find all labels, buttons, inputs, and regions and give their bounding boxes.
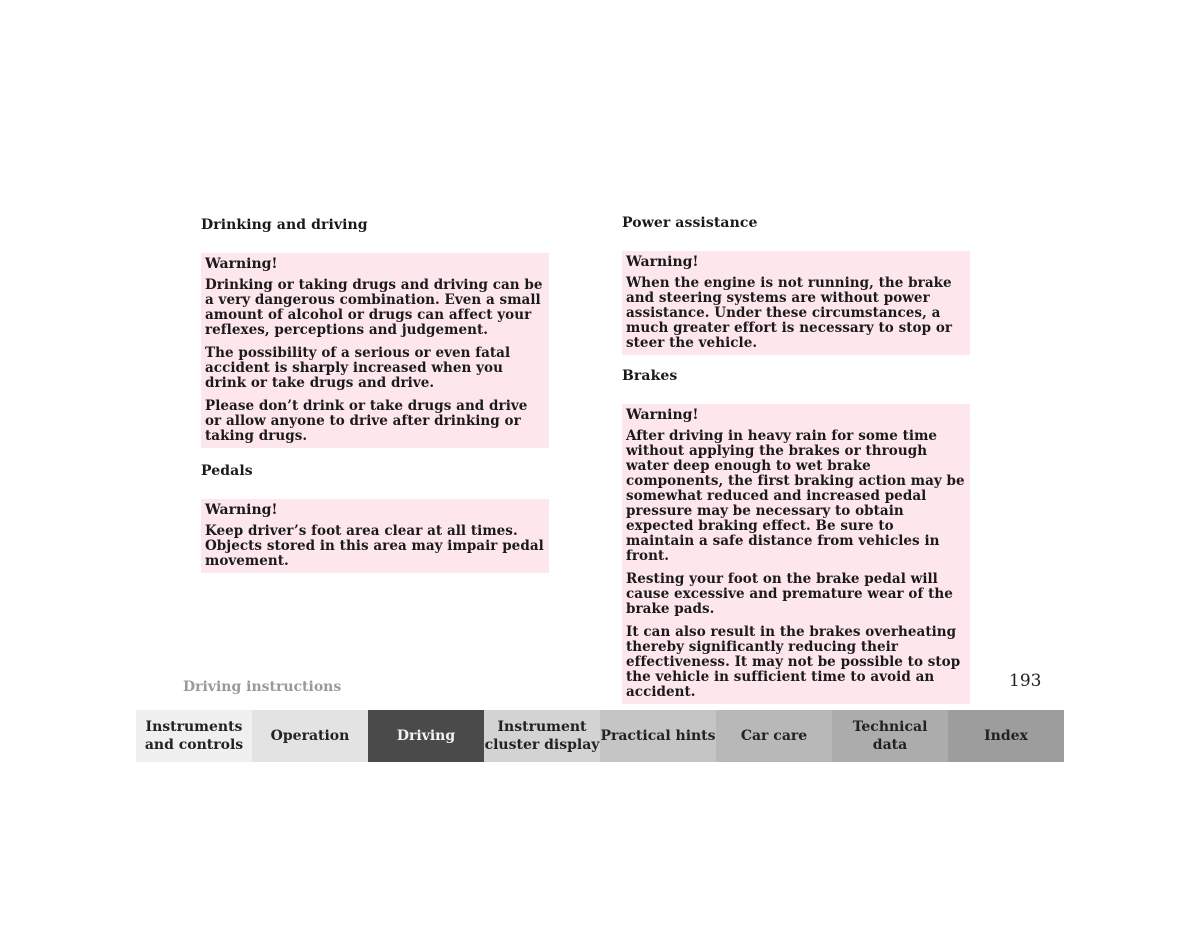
warning-title: Warning! [205, 502, 278, 518]
nav-tab-label: Driving [396, 728, 456, 744]
section-label: Driving instructions [183, 679, 342, 695]
nav-tab-index[interactable] [948, 710, 1064, 762]
warning-title: Warning! [626, 407, 699, 423]
nav-tab-practical-hints[interactable] [600, 710, 716, 762]
warning-paragraph: The possibility of a serious or even fatal accident is sharply increased when you drink or take drugs and drive. [205, 345, 511, 391]
warning-paragraph: After driving in heavy rain for some time without applying the brakes or through water deep enough to wet brake components, the first braking action may be somewhat reduced and increased pedal pressure may be necessary to obtain expected braking effect. Be sure to maintain a safe distance from vehicles in front. [626, 428, 965, 564]
nav-tab-label: Instrument cluster display [484, 719, 600, 753]
nav-tab-label: Index [984, 728, 1028, 744]
nav-tab-technical-data[interactable] [832, 710, 948, 762]
nav-tab-label: Instruments and controls [144, 719, 244, 753]
nav-tab-label: Operation [270, 728, 350, 744]
nav-tab-instruments-and-controls[interactable] [136, 710, 252, 762]
nav-tab-instrument-cluster-display[interactable] [484, 710, 600, 762]
nav-tab-driving[interactable] [368, 710, 484, 762]
heading-drinking-and-driving: Drinking and driving [201, 217, 368, 233]
nav-tab-label: Technical data [852, 719, 928, 753]
warning-title: Warning! [626, 254, 699, 270]
warning-paragraph: Keep driver’s foot area clear at all times. Objects stored in this area may impair pedal movement. [205, 523, 544, 569]
heading-pedals: Pedals [201, 463, 253, 479]
nav-tab-car-care[interactable] [716, 710, 832, 762]
warning-box-pedals [201, 499, 549, 573]
warning-paragraph: It can also result in the brakes overheating thereby significantly reducing their effectiveness. It may not be possible to stop the vehicle in sufficient time to avoid an accident. [626, 624, 961, 700]
nav-tab-label: Practical hints [600, 728, 716, 744]
page-number: 193 [1009, 671, 1042, 691]
warning-paragraph: When the engine is not running, the brake and steering systems are without power assistance. Under these circumstances, a much greater effort is necessary to stop or steer the vehicle. [626, 275, 953, 351]
warning-box-power-assistance [622, 251, 970, 355]
nav-tab-label: Car care [740, 728, 808, 744]
nav-tab-operation[interactable] [252, 710, 368, 762]
warning-paragraph: Resting your foot on the brake pedal will cause excessive and premature wear of the brake pads. [626, 571, 953, 617]
heading-brakes: Brakes [622, 368, 678, 384]
warning-paragraph: Drinking or taking drugs and driving can be a very dangerous combination. Even a small amount of alcohol or drugs can affect your reflexes, perceptions and judgement. [205, 277, 543, 338]
warning-box-drinking [201, 253, 549, 448]
warning-title: Warning! [205, 256, 278, 272]
chapter-navigation [136, 710, 1064, 762]
warning-paragraph: Please don’t drink or take drugs and drive or allow anyone to drive after drinking or taking drugs. [205, 398, 528, 444]
heading-power-assistance: Power assistance [622, 215, 758, 231]
warning-box-brakes [622, 404, 970, 704]
